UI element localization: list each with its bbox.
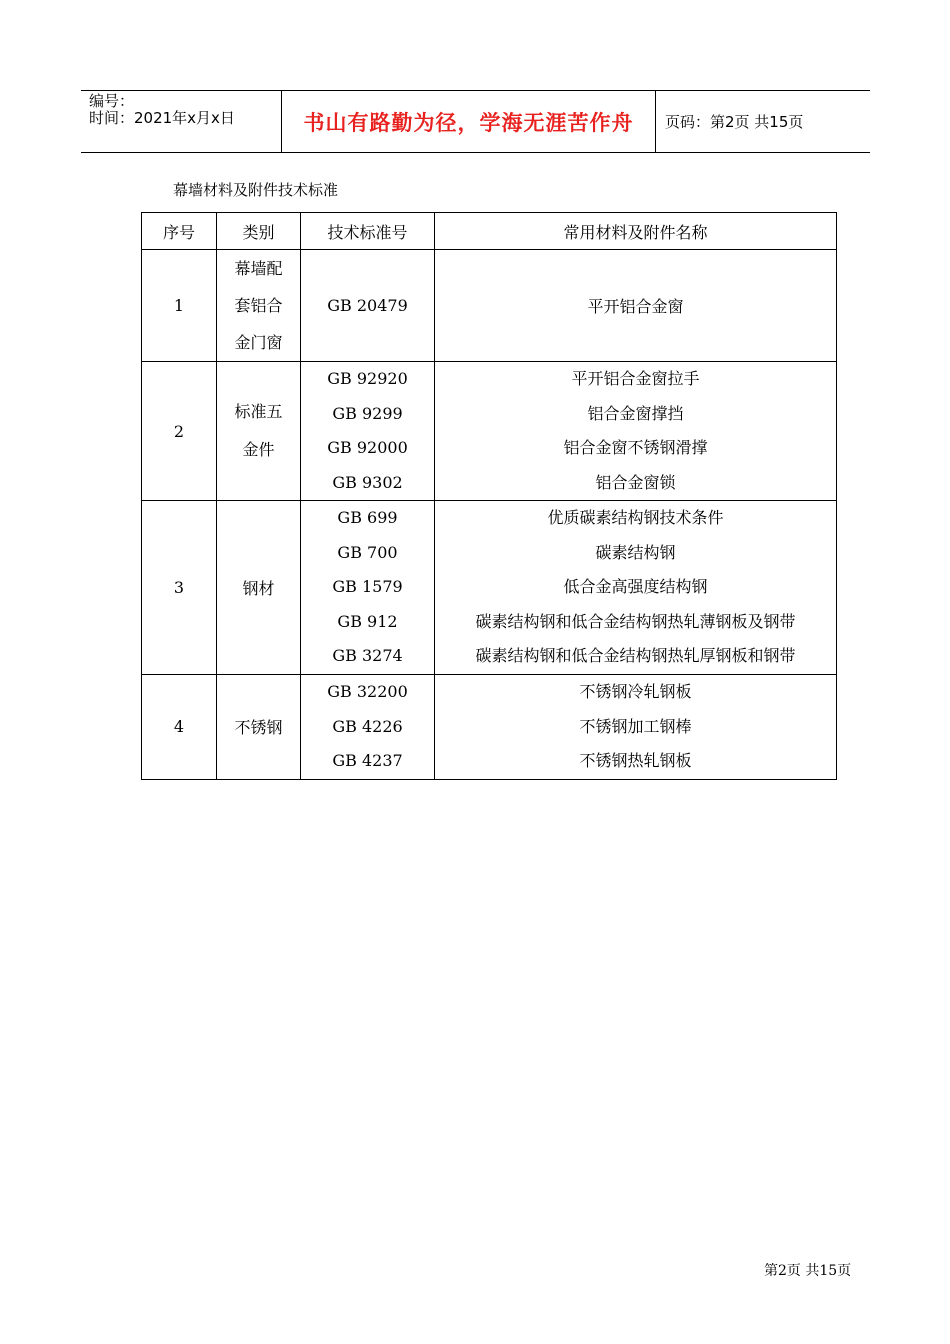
material-name: 优质碳素结构钢技术条件 (547, 508, 724, 528)
category-line: 幕墙配 (234, 259, 283, 278)
standard-number: GB 1579 (332, 577, 403, 597)
table-header-row (142, 213, 837, 250)
standard-number: GB 9299 (332, 403, 403, 423)
category-cell: 不锈钢 (217, 675, 301, 780)
material-name: 铝合金窗不锈钢滑撑 (563, 438, 708, 457)
standard-list (301, 501, 435, 675)
category-line: 标准五 (234, 402, 283, 421)
standards-table (141, 212, 837, 780)
table-row (142, 675, 837, 780)
table-row (142, 250, 837, 362)
column-header: 技术标准号 (301, 213, 435, 250)
header-meta (89, 93, 279, 127)
row-number: 3 (142, 501, 217, 675)
standard-number: GB 9302 (332, 472, 403, 492)
standard-number: GB 4237 (332, 751, 403, 770)
table-row (142, 501, 837, 675)
material-name: 不锈钢热轧钢板 (579, 751, 692, 770)
page-footer: 第2页 共15页 (764, 1263, 852, 1279)
standard-number: GB 32200 (327, 682, 408, 701)
category-line: 金件 (242, 440, 275, 459)
material-name: 不锈钢冷轧钢板 (579, 682, 692, 701)
column-header: 序号 (142, 213, 217, 250)
standard-list (301, 362, 435, 501)
material-name: 平开铝合金窗 (435, 250, 837, 362)
standard-number: GB 3274 (332, 646, 403, 666)
header-page-label: 页码：第2页 共15页 (665, 113, 804, 131)
standard-list (301, 675, 435, 780)
page-header (81, 90, 870, 153)
standard-number: GB 912 (337, 611, 398, 631)
material-name: 碳素结构钢和低合金结构钢热轧薄钢板及钢带 (475, 611, 796, 631)
row-number: 2 (142, 362, 217, 501)
material-list (435, 501, 837, 675)
material-name: 平开铝合金窗拉手 (571, 369, 700, 388)
material-list (435, 675, 837, 780)
material-name: 铝合金窗锁 (595, 472, 676, 492)
column-header: 类别 (217, 213, 301, 250)
document-title: 幕墙材料及附件技术标准 (173, 181, 339, 199)
standard-number: GB 700 (337, 542, 398, 562)
header-divider (655, 91, 656, 152)
material-name: 铝合金窗撑挡 (587, 403, 684, 423)
standard-number: GB 92920 (327, 369, 408, 388)
category-cell (217, 250, 301, 362)
material-name: 碳素结构钢和低合金结构钢热轧厚钢板和钢带 (475, 646, 796, 666)
standard-number: GB 92000 (327, 438, 408, 457)
table-row (142, 362, 837, 501)
category-line: 金门窗 (234, 333, 283, 352)
standard-number: GB 20479 (301, 250, 435, 362)
header-motto: 书山有路勤为径，学海无涯苦作舟 (303, 110, 634, 135)
time-label: 时间：2021年x月x日 (89, 109, 235, 127)
number-label: 编号： (89, 92, 135, 110)
column-header: 常用材料及附件名称 (435, 213, 837, 250)
row-number: 1 (142, 250, 217, 362)
material-name: 碳素结构钢 (595, 542, 676, 562)
material-name: 不锈钢加工钢棒 (579, 716, 692, 736)
material-name: 低合金高强度结构钢 (563, 577, 708, 597)
material-list (435, 362, 837, 501)
standard-number: GB 4226 (332, 716, 403, 736)
row-number: 4 (142, 675, 217, 780)
category-cell (217, 362, 301, 501)
category-cell: 钢材 (217, 501, 301, 675)
standard-number: GB 699 (337, 508, 398, 528)
category-line: 套铝合 (234, 296, 283, 315)
